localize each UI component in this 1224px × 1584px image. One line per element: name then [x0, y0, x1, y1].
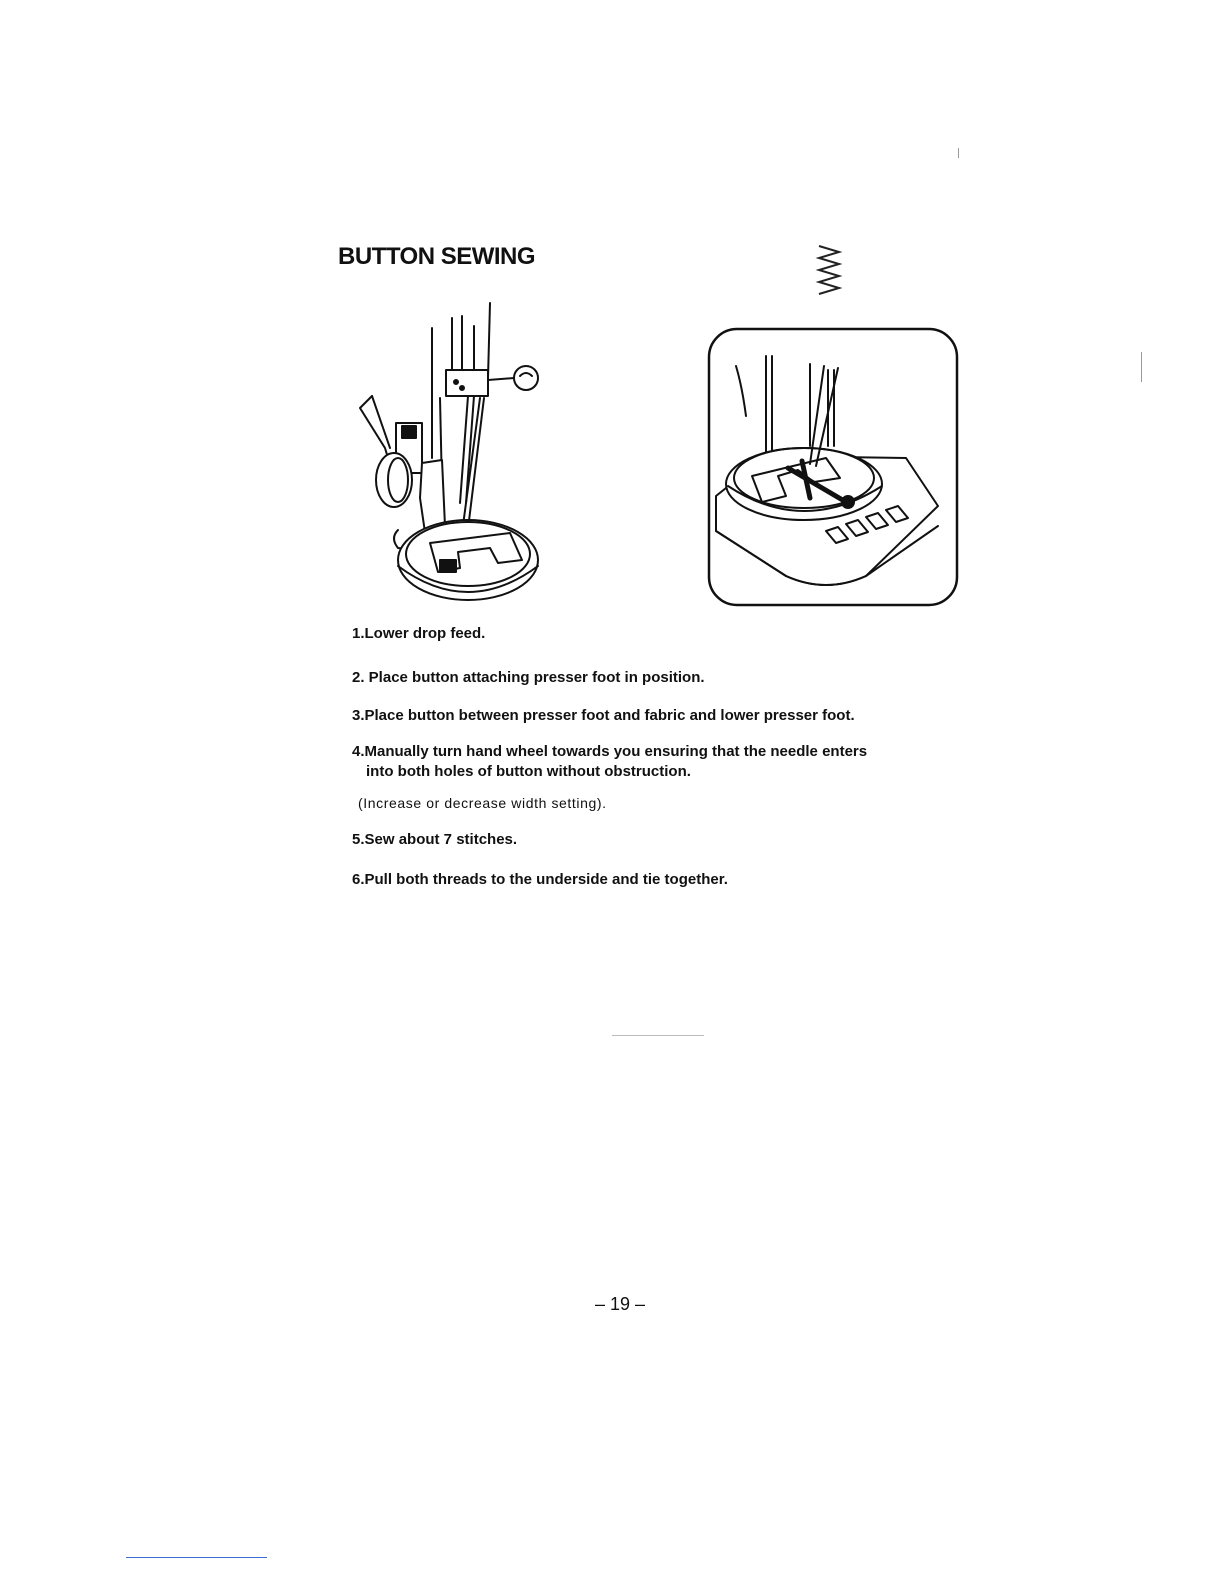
step-5: 5.Sew about 7 stitches.: [352, 831, 518, 848]
step-2: 2. Place button attaching presser foot in position.: [352, 669, 705, 686]
scan-edge-line: [126, 1557, 267, 1558]
presser-foot-illustration: [350, 298, 565, 610]
page-number: – 19 –: [594, 1294, 646, 1314]
step-4-continued: into both holes of button without obstruction.: [366, 763, 691, 780]
zigzag-stitch-icon: [815, 244, 845, 296]
step-3: 3.Place button between presser foot and fabric and lower presser foot.: [352, 707, 855, 724]
scan-speck: [1141, 352, 1142, 382]
step-4: 4.Manually turn hand wheel towards you ensuring that the needle enters: [352, 743, 868, 760]
step-4-note: (Increase or decrease width setting).: [358, 795, 607, 811]
step-6: 6.Pull both threads to the underside and tie together.: [352, 871, 728, 888]
scan-speck: [958, 148, 959, 158]
button-closeup-illustration: [706, 326, 960, 608]
step-1: 1.Lower drop feed.: [352, 625, 486, 642]
scan-speck: [612, 1035, 704, 1036]
page-title: BUTTON SEWING: [338, 243, 536, 270]
